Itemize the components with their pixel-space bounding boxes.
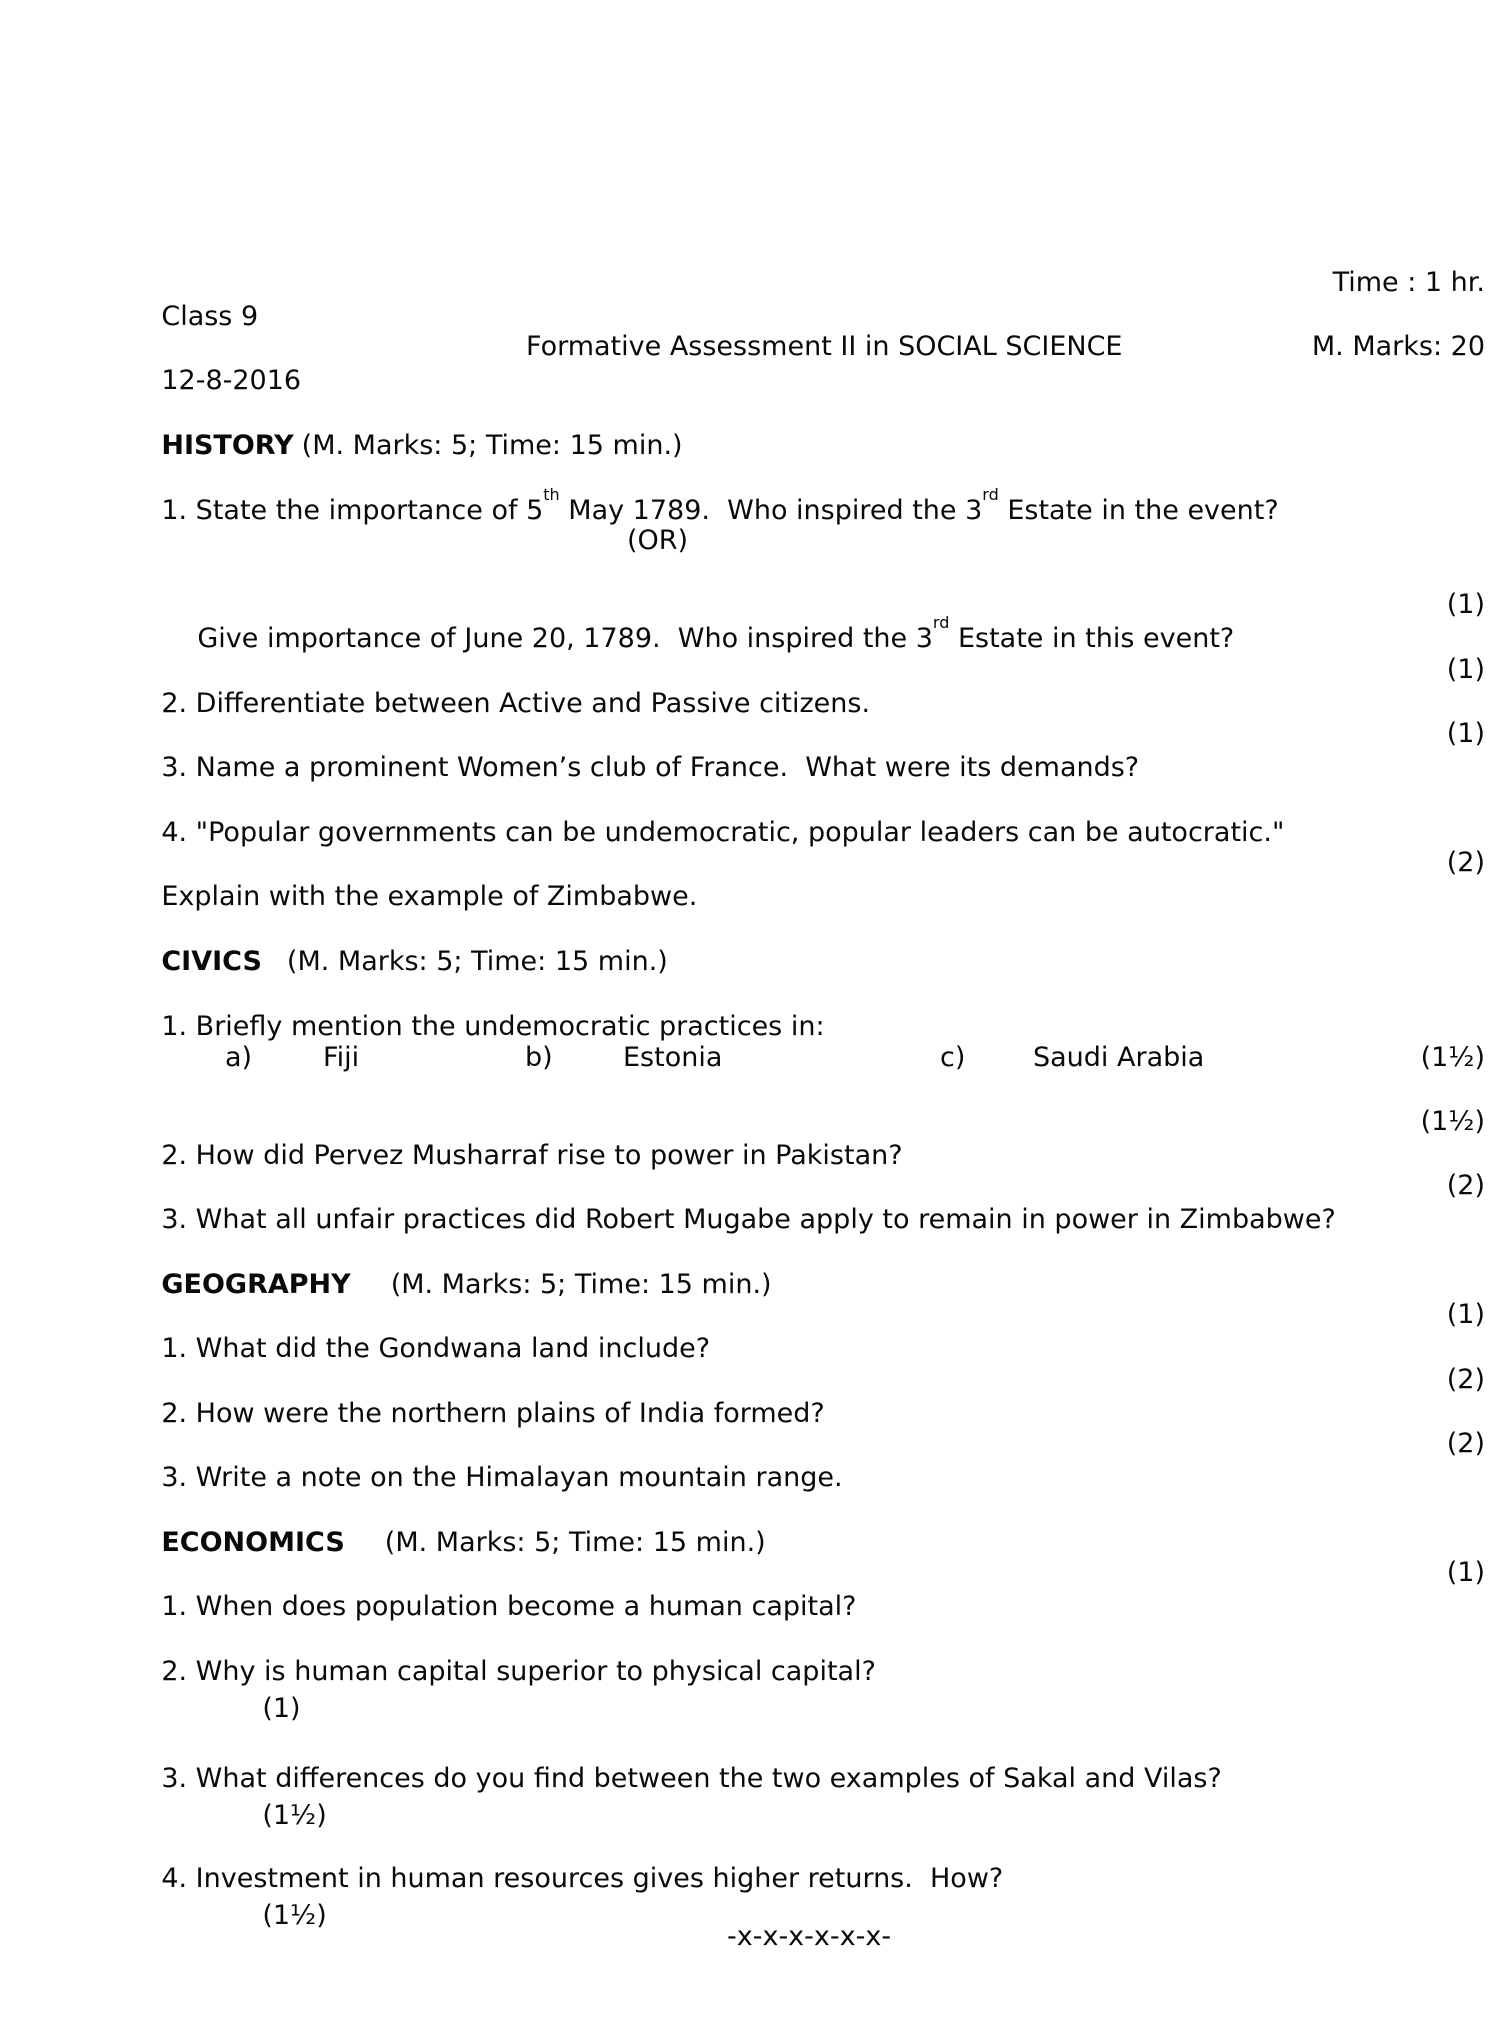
section-economics-name: ECONOMICS [161,1527,345,1558]
exam-date: 12-8-2016 [161,365,302,396]
marks-badge: (1½) [262,1800,327,1831]
marks-badge: (1½) [262,1900,327,1931]
option-b-text: Estonia [623,1042,723,1073]
footer-line [127,1920,1485,2022]
civics-q2-text: 2. How did Pervez Musharraf rise to power in Pakistan? [161,1140,903,1171]
economics-q1-text: 1. When does population become a human capital? [161,1591,857,1622]
history-q1-text: Estate in the event? [998,495,1279,526]
history-q1-text: 1. State the importance of 5 [161,495,544,526]
history-q3-text: 3. Name a prominent Women’s club of France. What were its demands? [161,752,1140,783]
marks-badge: (2) [1446,847,1485,878]
marks-badge: (1) [1446,1557,1485,1588]
section-economics-info: (M. Marks: 5; Time: 15 min.) [384,1527,766,1558]
marks-badge: (1) [1446,718,1485,749]
civics-q1-text: 1. Briefly mention the undemocratic practices in: [161,1011,825,1042]
economics-q4-text: 4. Investment in human resources gives higher returns. How? [161,1863,1004,1894]
section-civics-name: CIVICS [161,946,262,977]
marks-badge: (1) [1446,1299,1485,1330]
ordinal-superscript: rd [932,613,950,632]
civics-q3-text: 3. What all unfair practices did Robert Mugabe apply to remain in power in Zimbabwe? [161,1204,1336,1235]
marks-badge: (2) [1446,1170,1485,1201]
max-marks-label: M. Marks: 20 [1311,331,1485,362]
marks-badge: (1½) [1420,1106,1485,1137]
section-civics-info: (M. Marks: 5; Time: 15 min.) [286,946,668,977]
or-separator: (OR) [627,525,689,556]
section-history-name: HISTORY [161,430,294,461]
option-c-text: Saudi Arabia [1033,1042,1205,1073]
geography-q3-text: 3. Write a note on the Himalayan mountain range. [161,1462,843,1493]
option-c-label: c) [940,1042,966,1073]
marks-badge: (2) [1446,1428,1485,1459]
history-q4-text: 4. "Popular governments can be undemocratic, popular leaders can be autocratic." [161,817,1285,848]
history-q1-alt-text: Estate in this event? [949,623,1235,654]
section-history-info: (M. Marks: 5; Time: 15 min.) [301,430,683,461]
geography-q2-text: 2. How were the northern plains of India formed? [161,1398,825,1429]
section-geography-name: GEOGRAPHY [161,1269,351,1300]
economics-q2-text: 2. Why is human capital superior to physical capital? [161,1656,876,1687]
option-b-label: b) [525,1042,553,1073]
history-q1-alt-text: Give importance of June 20, 1789. Who inspired the 3 [197,623,933,654]
history-q1-text: May 1789. Who inspired the 3 [559,495,983,526]
time-allowed-label: Time : 1 hr. [1332,267,1485,298]
ordinal-superscript: th [543,485,560,504]
marks-badge: (1½) [1420,1042,1485,1073]
marks-badge: (1) [1446,654,1485,685]
history-q2-text: 2. Differentiate between Active and Passive citizens. [161,688,871,719]
end-of-paper-marker: -x-x-x-x-x-x- [727,1921,892,1952]
geography-q1-text: 1. What did the Gondwana land include? [161,1333,711,1364]
ordinal-superscript: rd [982,485,999,504]
exam-title: Formative Assessment II in SOCIAL SCIENCE [526,331,1123,362]
marks-badge: (1) [262,1693,301,1724]
section-geography-info: (M. Marks: 5; Time: 15 min.) [390,1269,772,1300]
economics-q3-text: 3. What differences do you find between the two examples of Sakal and Vilas? [161,1763,1222,1794]
marks-badge: (2) [1446,1364,1485,1395]
option-a-label: a) [225,1042,253,1073]
option-a-text: Fiji [323,1042,360,1073]
history-q4-text: Explain with the example of Zimbabwe. [161,881,698,912]
marks-badge: (1) [1446,589,1485,620]
class-label: Class 9 [161,301,259,332]
